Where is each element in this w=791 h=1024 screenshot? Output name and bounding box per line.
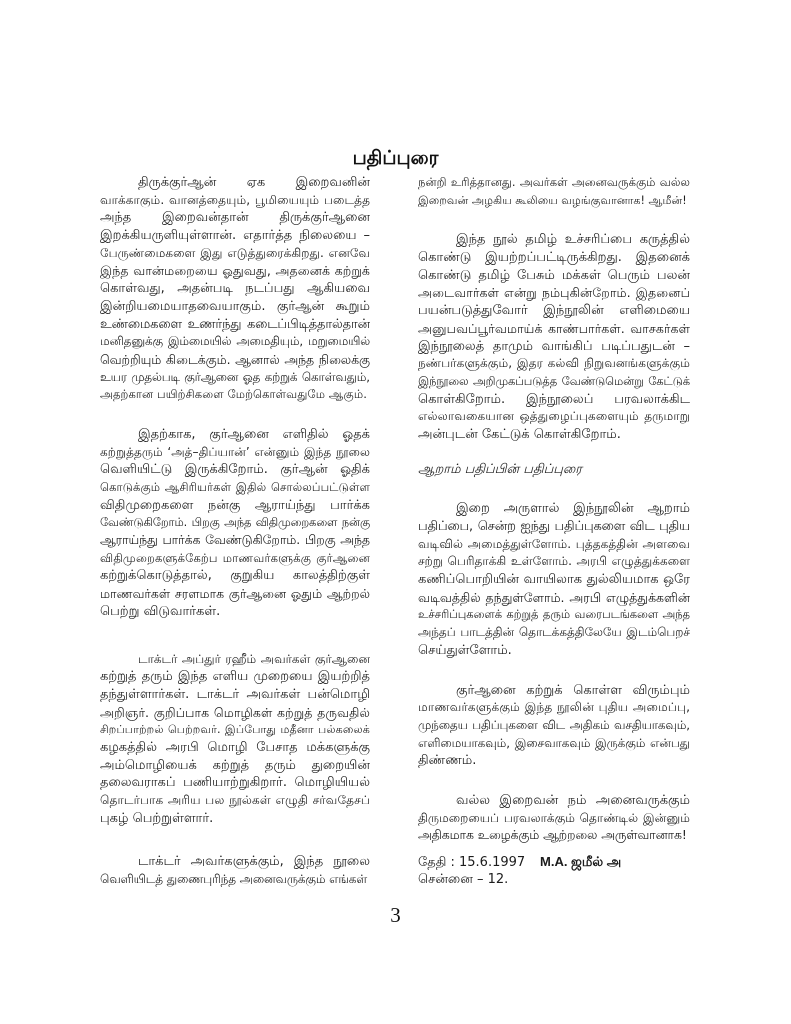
text-line: கொண்டு இயற்றப்பட்டிருக்கிறது. இதனைக் bbox=[418, 250, 690, 266]
text-line: ஆராய்ந்து பார்க்க வேண்டுகிறோம். பிறகு அந்த bbox=[100, 533, 370, 548]
text-line: வெற்றியும் கிடைக்கும். ஆனால் அந்த நிலைக்கு bbox=[100, 351, 370, 367]
signature-name: M.A. ஜமீல் அ bbox=[540, 854, 622, 869]
text-line: அந்த இறைவன்தான் திருக்குர்ஆனை bbox=[100, 210, 370, 226]
right-column bbox=[418, 174, 690, 888]
text-line: உண்மைகளை உணர்ந்து கடைப்பிடித்தால்தான் bbox=[100, 316, 370, 332]
right-column-text bbox=[418, 174, 690, 845]
text-line: இந்நூலை அறிமுகப்படுத்த வேண்டுமென்று கேட்டுக் bbox=[418, 373, 690, 388]
text-line: கொண்டு தமிழ் பேசும் மக்கள் பெரும் பலன் bbox=[418, 267, 690, 283]
page-number: 3 bbox=[390, 903, 401, 927]
text-line: இந்த நூல் தமிழ் உச்சரிப்பை கருத்தில் bbox=[456, 232, 690, 248]
text-line: அடைவார்கள் என்று நம்புகின்றோம். இதனைப் bbox=[418, 285, 690, 301]
paragraph bbox=[418, 792, 690, 845]
text-line: வெளியிட்டு இருக்கிறோம். குர்ஆன் ஓதிக் bbox=[100, 462, 370, 478]
text-line: கொள்கிறோம். இந்நூலைப் பரவலாக்கிட bbox=[418, 391, 690, 407]
page-title: பதிப்புரை bbox=[352, 147, 439, 169]
text-line: திருக்குர்ஆன் ஏக இறைவனின் bbox=[138, 175, 370, 190]
text-line: இறை அருளால் இந்நூலின் ஆறாம் bbox=[456, 501, 690, 517]
text-line: இன்றியமையாதவையாகும். குர்ஆன் கூறும் bbox=[100, 298, 370, 314]
text-line: உச்சரிப்புகளைக் கற்றுத் தரும் வரைபடங்களை அந்த bbox=[418, 607, 690, 622]
paragraph bbox=[418, 682, 690, 770]
text-line: நன்றி உரித்தானது. அவர்கள் அனைவருக்கும் வல்ல bbox=[418, 175, 690, 189]
paragraph-continued bbox=[418, 174, 690, 209]
text-line: தலைவராகப் பணியாற்றுகிறார். மொழியியல் bbox=[100, 775, 370, 791]
text-line: முந்தைய பதிப்புகளை விட அதிகம் வசதியாகவும், bbox=[418, 717, 690, 732]
paragraph bbox=[418, 231, 690, 443]
text-line: தந்துள்ளார்கள். டாக்டர் அவர்கள் பன்மொழி bbox=[100, 686, 370, 702]
text-line: பெற்று விடுவார்கள். bbox=[100, 603, 221, 619]
text-line: உயர முதல்படி குர்ஆனை ஓத கற்றுக் கொள்வதும், bbox=[100, 369, 370, 384]
section-subheading bbox=[418, 461, 690, 479]
text-line: தொடர்பாக அரிய பல நூல்கள் எழுதி சர்வதேசப் bbox=[100, 793, 370, 807]
text-line: இந்த வான்மறையை ஓதுவது, அதனைக் கற்றுக் bbox=[100, 263, 370, 279]
text-line: வெளியிடத் துணைபுரிந்த அனைவருக்கும் எங்கள் bbox=[100, 872, 368, 887]
text-line: மனிதனுக்கு இம்மையில் அமைதியும், மறுமையில் bbox=[100, 334, 370, 349]
text-line: மாணவர்களுக்கும் இந்த நூலின் புதிய அமைப்பு, bbox=[418, 700, 690, 715]
text-line: எளிமையாகவும், இசைவாகவும் இருக்கும் என்பது bbox=[418, 735, 690, 750]
text-line: கற்றுக்கொடுத்தால், குறுகிய காலத்திற்குள் bbox=[100, 568, 370, 584]
paragraph bbox=[100, 853, 370, 888]
paragraph bbox=[100, 426, 370, 621]
text-line: அந்தப் பாடத்தின் தொடக்கத்திலேயே இடம்பெறச் bbox=[418, 625, 690, 640]
text-line: புகழ் பெற்றுள்ளார். bbox=[100, 810, 214, 826]
text-line: பேருண்மைகளை இது எடுத்துரைக்கிறது. எனவே bbox=[100, 245, 370, 260]
text-line: நண்பர்களுக்கும், இதர கல்வி நிறுவனங்களுக்கும் bbox=[418, 356, 690, 371]
text-line: கணிப்பொறியின் வாயிலாக துல்லியமாக ஒரே bbox=[418, 572, 690, 588]
text-line: பதிப்பை, சென்ற ஐந்து பதிப்புகளை விட புதிய bbox=[418, 519, 690, 534]
text-line: அறிஞர். குறிப்பாக மொழிகள் கற்றுத் தருவதில் bbox=[100, 704, 370, 720]
text-line: மாணவர்கள் சரளமாக குர்ஆனை ஓதும் ஆற்றல் bbox=[100, 586, 370, 602]
text-line: குர்ஆனை கற்றுக் கொள்ள விரும்பும் bbox=[456, 682, 690, 698]
text-line: இதற்காக, குர்ஆனை எளிதில் ஓதக் bbox=[138, 426, 370, 442]
text-line: டாக்டர் அவர்களுக்கும், இந்த நூலை bbox=[138, 854, 370, 870]
text-line: ஆறாம் பதிப்பின் பதிப்புரை bbox=[418, 461, 582, 477]
text-line: சற்று பெரிதாக்கி உள்ளோம். அரபி எழுத்துக்களை bbox=[418, 554, 690, 569]
text-line: வேண்டுகிறோம். பிறகு அந்த விதிமுறைகளை நன்கு bbox=[100, 515, 370, 530]
signature-date: தேதி : 15.6.1997 bbox=[418, 855, 526, 870]
signature-line bbox=[418, 853, 690, 871]
text-line: கற்றுத்தரும் ‘அத்–திப்யான்’ என்னும் இந்த நூலை bbox=[100, 444, 370, 459]
text-line: அதிகமாக உழைக்கும் ஆற்றலை அருள்வானாக! bbox=[418, 828, 687, 843]
text-line: இந்நூலைத் தாமும் வாங்கிப் படிப்பதுடன் – bbox=[418, 338, 690, 354]
text-line: அதற்கான பயிற்சிகளை மேற்கொள்வதுமே ஆகும். bbox=[100, 387, 367, 402]
paragraph bbox=[100, 651, 370, 828]
text-line: கொடுக்கும் ஆசிரியர்கள் இதில் சொல்லப்பட்டுள்ள bbox=[100, 480, 370, 494]
text-line: வடிவத்தில் தந்துள்ளோம். அரபி எழுத்துக்களின் bbox=[418, 589, 690, 605]
paragraph bbox=[418, 500, 690, 659]
text-line: வல்ல இறைவன் நம் அனைவருக்கும் bbox=[456, 792, 690, 808]
text-line: எல்லாவகையான ஒத்துழைப்புகளையும் தருமாறு bbox=[418, 409, 690, 424]
signature-block bbox=[418, 853, 690, 888]
text-line: விதிமுறைகளை நன்கு ஆராய்ந்து பார்க்க bbox=[100, 497, 370, 513]
text-line: விதிமுறைகளுக்கேற்ப மாணவர்களுக்கு குர்ஆனை bbox=[100, 550, 370, 565]
text-line: வாக்காகும். வானத்தையும், பூமியையும் படைத்த bbox=[100, 192, 370, 207]
text-line: கொள்வது, அதன்படி நடப்பது ஆகியவை bbox=[100, 281, 370, 297]
text-line: இறைவன் அழகிய கூலியை வழங்குவானாக! ஆமீன்! bbox=[418, 193, 687, 207]
text-line: அன்புடன் கேட்டுக் கொள்கிறோம். bbox=[418, 426, 621, 442]
text-line: வடிவில் அமைத்துள்ளோம். புத்தகத்தின் அளவை bbox=[418, 536, 690, 551]
text-line: இறக்கியருளியுள்ளான். எதார்த்த நிலையை – bbox=[100, 228, 370, 244]
text-line: பயன்படுத்துவோர் இந்நூலின் எளிமையை bbox=[418, 303, 690, 319]
text-line: திண்ணம். bbox=[418, 753, 477, 769]
text-line: டாக்டர் அப்துர் ரஹீம் அவர்கள் குர்ஆனை bbox=[138, 651, 370, 666]
text-line: சிறப்பாற்றல் பெற்றவர். இப்போது மதீனா பல்கலைக் bbox=[100, 723, 370, 737]
text-line: அம்மொழியைக் கற்றுத் தரும் துறையின் bbox=[100, 757, 370, 773]
text-line: செய்துள்ளோம். bbox=[418, 642, 512, 658]
text-line: கற்றுத் தரும் இந்த எளிய முறையை இயற்றித் bbox=[100, 669, 370, 685]
left-column bbox=[100, 174, 370, 889]
text-line: கழகத்தில் அரபி மொழி பேசாத மக்களுக்கு bbox=[100, 739, 370, 755]
signature-place: சென்னை – 12. bbox=[418, 871, 509, 887]
text-line: திருமறையைப் பரவலாக்கும் தொண்டில் இன்னும் bbox=[418, 810, 690, 825]
text-line: அனுபவப்பூர்வமாய்க் காண்பார்கள். வாசகர்கள் bbox=[418, 320, 690, 336]
paragraph bbox=[100, 174, 370, 404]
left-column-text bbox=[100, 174, 370, 889]
